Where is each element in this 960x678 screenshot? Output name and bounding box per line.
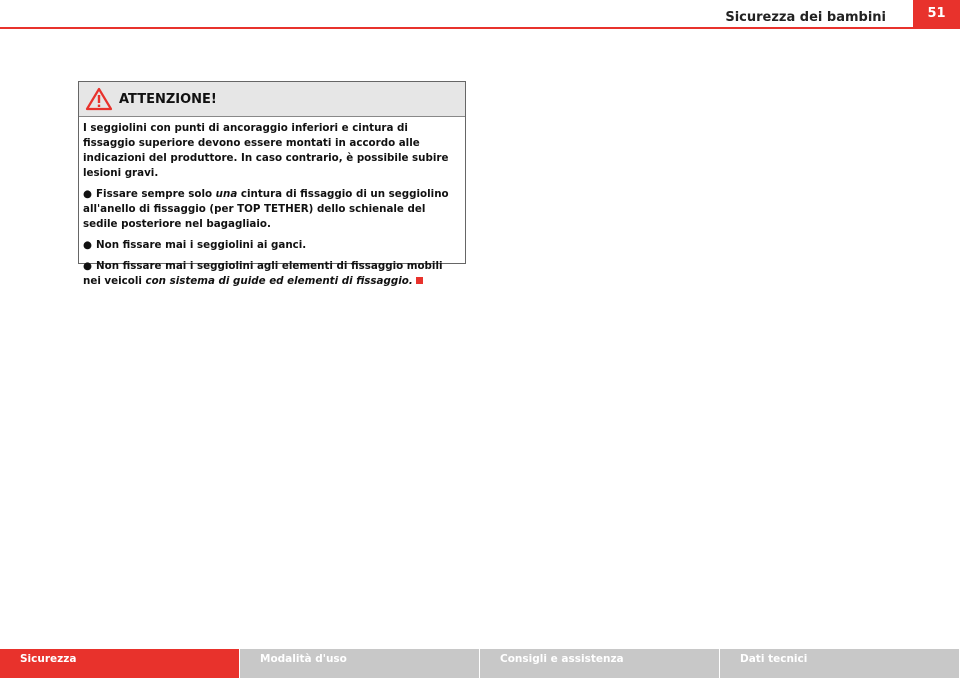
header-divider (0, 27, 960, 29)
bullet-1-text-a: Fissare sempre solo (96, 188, 216, 200)
warning-bullet-1 (83, 187, 460, 232)
bullet-1-emphasis: una (215, 188, 238, 200)
bullet-3-emphasis: con sistema di guide ed elementi di fissaggio (145, 275, 409, 287)
bullet-3-end: . (408, 275, 413, 287)
page-title: Sicurezza dei bambini (725, 10, 886, 25)
warning-bullet-2 (83, 238, 460, 253)
page-number: 51 (927, 6, 946, 21)
tab-dati-tecnici[interactable]: Dati tecnici (720, 649, 960, 678)
warning-body (79, 117, 465, 289)
tab-consigli-assistenza[interactable]: Consigli e assistenza (480, 649, 720, 678)
bullet-icon: ● (83, 188, 92, 200)
footer-nav (0, 649, 960, 678)
bullet-3-text: Non fissare mai i seggiolini agli elementi di fissaggio mobili nei veicoli (83, 260, 443, 287)
bullet-icon: ● (83, 260, 92, 272)
warning-box (78, 81, 466, 287)
tab-modalita-duso[interactable]: Modalità d'uso (240, 649, 480, 678)
bullet-2-text: Non fissare mai i seggiolini ai ganci. (96, 239, 307, 251)
warning-triangle-icon (85, 87, 113, 111)
warning-bullet-3 (83, 259, 460, 289)
end-of-section-icon (416, 277, 423, 284)
warning-title: ATTENZIONE! (119, 91, 217, 107)
bullet-1-text-b: cintura di fissaggio di un seggiolino all'anello di fissaggio (per TOP TETHER) dello schienale del sedile posteriore nel bagagliaio. (83, 188, 449, 230)
warning-intro: I seggiolini con punti di ancoraggio inferiori e cintura di fissaggio superiore devono essere montati in accordo alle indicazioni del produttore. In caso contrario, è possibile subire lesioni gravi. (83, 122, 449, 179)
bullet-icon: ● (83, 239, 92, 251)
warning-header (79, 82, 465, 117)
tab-sicurezza[interactable]: Sicurezza (0, 649, 240, 678)
page-number-badge (913, 0, 960, 27)
